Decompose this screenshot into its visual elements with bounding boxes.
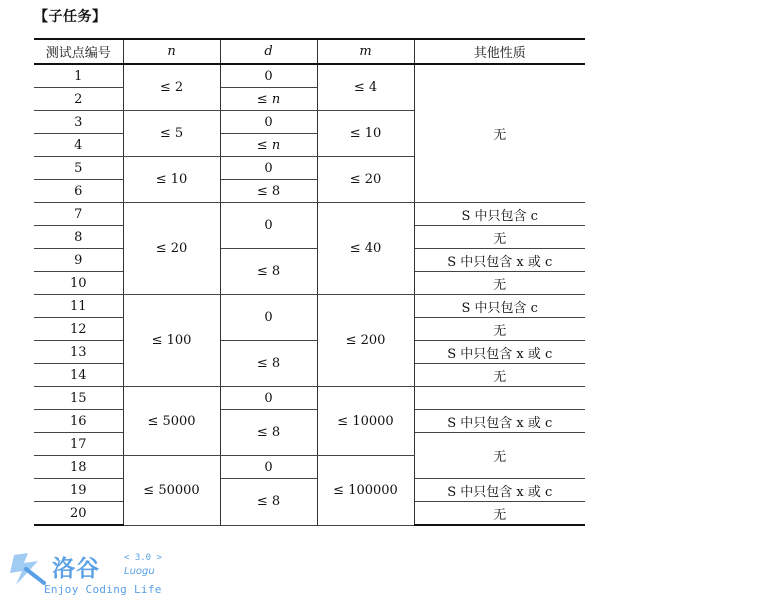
property-cell: 无 (414, 502, 585, 526)
d-constraint: 0 (220, 456, 317, 479)
d-constraint: ≤ 8 (220, 410, 317, 456)
n-constraint: ≤ 50000 (123, 456, 220, 526)
header-n: n (123, 39, 220, 64)
test-id: 1 (34, 64, 123, 88)
d-constraint: ≤ n (220, 88, 317, 111)
test-id: 11 (34, 295, 123, 318)
test-id: 15 (34, 387, 123, 410)
property-cell: S 中只包含 c (414, 203, 585, 226)
n-constraint: ≤ 100 (123, 295, 220, 387)
n-constraint: ≤ 5000 (123, 387, 220, 456)
test-id: 5 (34, 157, 123, 180)
property-cell: 无 (414, 318, 585, 341)
test-id: 19 (34, 479, 123, 502)
test-id: 8 (34, 226, 123, 249)
test-id: 6 (34, 180, 123, 203)
property-cell: 无 (414, 364, 585, 387)
d-constraint: ≤ 8 (220, 249, 317, 295)
property-cell: 无 (414, 272, 585, 295)
header-properties: 其他性质 (414, 39, 585, 64)
d-constraint: 0 (220, 157, 317, 180)
property-cell: S 中只包含 x 或 c (414, 479, 585, 502)
test-id: 7 (34, 203, 123, 226)
property-cell: 无 (414, 226, 585, 249)
test-id: 10 (34, 272, 123, 295)
d-constraint: 0 (220, 111, 317, 134)
test-id: 9 (34, 249, 123, 272)
test-id: 20 (34, 502, 123, 526)
watermark-slogan: Enjoy Coding Life (44, 583, 162, 596)
property-cell: S 中只包含 x 或 c (414, 410, 585, 433)
watermark-brand: Luogu (124, 566, 155, 577)
d-constraint: ≤ 8 (220, 479, 317, 526)
m-constraint: ≤ 100000 (317, 456, 414, 526)
m-constraint: ≤ 20 (317, 157, 414, 203)
table-row (34, 295, 585, 318)
property-cell-blank (414, 387, 585, 410)
test-id: 13 (34, 341, 123, 364)
header-m: m (317, 39, 414, 64)
subtask-table (34, 38, 585, 526)
m-constraint: ≤ 200 (317, 295, 414, 387)
test-id: 17 (34, 433, 123, 456)
header-d: d (220, 39, 317, 64)
m-constraint: ≤ 10000 (317, 387, 414, 456)
n-constraint: ≤ 10 (123, 157, 220, 203)
test-id: 12 (34, 318, 123, 341)
luogu-watermark (8, 547, 168, 599)
table-row (34, 410, 585, 433)
table-row (34, 387, 585, 410)
table-row (34, 341, 585, 364)
n-constraint: ≤ 5 (123, 111, 220, 157)
d-constraint: 0 (220, 203, 317, 249)
property-cell: S 中只包含 x 或 c (414, 341, 585, 364)
test-id: 14 (34, 364, 123, 387)
n-constraint: ≤ 2 (123, 64, 220, 111)
d-constraint: 0 (220, 295, 317, 341)
m-constraint: ≤ 10 (317, 111, 414, 157)
table-row (34, 479, 585, 502)
watermark-version: < 3.0 > (124, 553, 162, 563)
m-constraint: ≤ 4 (317, 64, 414, 111)
d-constraint: 0 (220, 387, 317, 410)
n-constraint: ≤ 20 (123, 203, 220, 295)
property-cell: S 中只包含 c (414, 295, 585, 318)
test-id: 4 (34, 134, 123, 157)
watermark-logo-text: 洛谷 (52, 556, 100, 582)
property-cell: 无 (414, 433, 585, 479)
test-id: 16 (34, 410, 123, 433)
section-title: 【子任务】 (34, 9, 107, 25)
d-constraint: ≤ 8 (220, 341, 317, 387)
test-id: 3 (34, 111, 123, 134)
table-header-row (34, 39, 585, 64)
d-constraint: 0 (220, 64, 317, 88)
table-row (34, 64, 585, 88)
table-row (34, 203, 585, 226)
header-test-id: 测试点编号 (34, 39, 123, 64)
test-id: 18 (34, 456, 123, 479)
property-cell: 无 (414, 64, 585, 203)
table-row (34, 249, 585, 272)
d-constraint: ≤ n (220, 134, 317, 157)
m-constraint: ≤ 40 (317, 203, 414, 295)
property-cell: S 中只包含 x 或 c (414, 249, 585, 272)
d-constraint: ≤ 8 (220, 180, 317, 203)
test-id: 2 (34, 88, 123, 111)
